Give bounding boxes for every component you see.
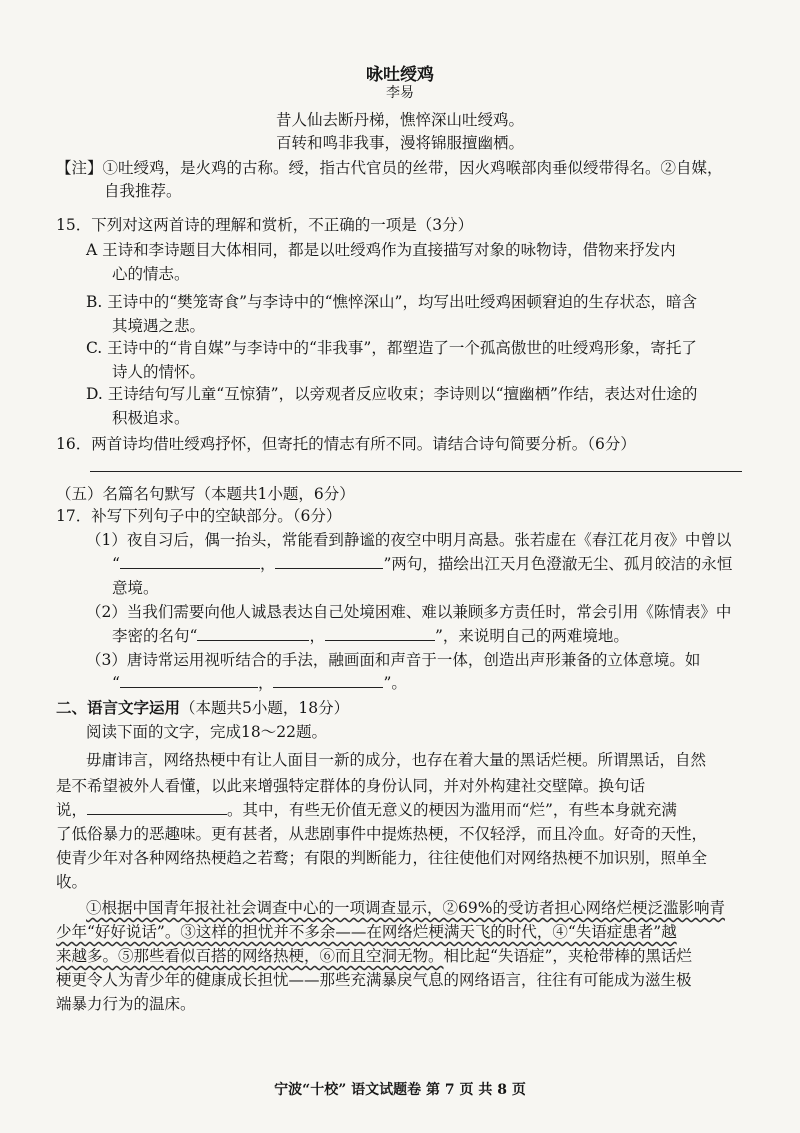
q17-item2-line1: （2）当我们需要向他人诚恳表达自己处境困难、难以兼顾多方责任时，常会引用《陈情表》中 (86, 603, 732, 621)
q17-blank-3[interactable] (197, 626, 309, 641)
note-line-1: 【注】①吐绶鸡，是火鸡的古称。绶，指古代官员的丝带，因火鸡喉部肉垂似绶带得名。②自媒， (56, 159, 723, 177)
q17-item2-tail: ”，来说明自己的两难境地。 (434, 627, 629, 645)
part2-instruction: 阅读下面的文字，完成18～22题。 (86, 723, 327, 741)
poem-line-2: 百转和鸣非我事，漫将锦服擅幽栖。 (275, 134, 524, 152)
q17-item3-line2 (112, 673, 407, 693)
passage-blank[interactable] (87, 800, 227, 815)
comma: ， (257, 674, 274, 692)
comma: ， (309, 627, 325, 645)
q17-blank-2[interactable] (275, 554, 383, 569)
passage-p2-line4: 梗更令人为青少年的健康成长担忧——那些充满暴戾气息的网络语言，往往有可能成为滋生极 (56, 971, 692, 989)
passage-p1-line6: 收。 (56, 873, 88, 891)
q16-stem: 16．两首诗均借吐绶鸡抒怀，但寄托的情志有所不同。请结合诗句简要分析。（6分） (56, 435, 636, 453)
part2-heading-rest: （本题共5小题，18分） (180, 699, 350, 717)
passage-p2-line1 (86, 898, 725, 918)
passage-p2-line3 (56, 946, 692, 966)
q17-blank-4[interactable] (325, 626, 435, 641)
q15-option-a-line2: 心的情志。 (112, 265, 190, 283)
part2-heading-bold: 二、语言文字运用 (56, 698, 181, 717)
q15-option-c-line2: 诗人的情怀。 (112, 363, 206, 381)
part2-heading (56, 698, 349, 718)
passage-p2-line3-rest: 相比起“失语症”，夹枪带棒的黑话烂 (443, 947, 692, 965)
poem-title: 咏吐绶鸡 (366, 65, 434, 85)
underlined-sentence: 来越多。⑤那些看似百搭的网络热梗，⑥而且空洞无物。 (56, 947, 444, 965)
q17-blank-6[interactable] (273, 673, 383, 688)
note-line-2: 自我推荐。 (104, 182, 182, 200)
underlined-sentence: ①根据中国青年报社社会调查中心的一项调查显示，②69%的受访者担心网络烂梗泛滥影响青 (86, 899, 725, 917)
page-footer: 宁波“十校” 语文试题卷 第 7 页 共 8 页 (274, 1082, 526, 1098)
passage-p2-line5: 端暴力行为的温床。 (56, 995, 196, 1013)
q17-item1-line1: （1）夜自习后，偶一抬头，常能看到静谧的夜空中明月高悬。张若虚在《春江花月夜》中曾以 (86, 531, 732, 549)
q15-option-c-line1: C. 王诗中的“肯自媒”与李诗中的“非我事”，都塑造了一个孤高傲世的吐绶鸡形象，寄托了 (86, 339, 697, 357)
q17-item1-tail: ”两句，描绘出江天月色澄澈无尘、孤月皎洁的永恒 (383, 555, 733, 573)
poem-author: 李易 (386, 85, 414, 101)
q17-item1-line2 (112, 554, 732, 574)
q15-option-d-line1: D. 王诗结句写儿童“互惊猜”，以旁观者反应收束；李诗则以“擅幽栖”作结，表达对仕途的 (86, 385, 698, 403)
q15-stem: 15．下列对这两首诗的理解和赏析，不正确的一项是（3分） (56, 216, 474, 234)
passage-p2-line2 (56, 922, 677, 942)
comma: ， (259, 555, 276, 573)
q17-blank-5[interactable] (120, 673, 258, 688)
underlined-sentence: 少年“好好说话”。③这样的担忧并不多余——在网络烂梗满天飞的时代，④“失语症患者”越 (56, 923, 677, 941)
passage-p1-line3-start: 说， (56, 801, 88, 819)
passage-p1-line2: 是不希望被外人看懂，以此来增强特定群体的身份认同，并对外构建社交壁障。换句话 (56, 777, 646, 795)
q17-item2-prefix: 李密的名句“ (112, 627, 198, 645)
passage-p1-line1: 毋庸讳言，网络热梗中有让人面目一新的成分，也存在着大量的黑话烂梗。所谓黑话，自然 (86, 751, 707, 769)
q17-item3-tail: ”。 (383, 674, 407, 692)
q15-option-b-line1: B. 王诗中的“樊笼寄食”与李诗中的“憔悴深山”，均写出吐绶鸡困顿窘迫的生存状态，暗含 (86, 293, 697, 311)
passage-p1-line4: 了低俗暴力的恶趣味。更有甚者，从悲剧事件中提炼热梗，不仅轻浮，而且冷血。好奇的天性， (56, 825, 708, 843)
poem-line-1: 昔人仙去断丹梯，憔悴深山吐绶鸡。 (275, 111, 524, 129)
q15-option-d-line2: 积极追求。 (112, 409, 190, 427)
q17-item1-line3: 意境。 (112, 579, 159, 597)
quote-open: “ (112, 674, 120, 692)
q17-item2-line2 (112, 626, 629, 646)
q17-item3-line1: （3）唐诗常运用视听结合的手法，融画面和声音于一体，创造出声形兼备的立体意境。如 (86, 651, 701, 669)
q17-stem: 17．补写下列句子中的空缺部分。（6分） (56, 507, 342, 525)
passage-p1-line3 (56, 800, 677, 820)
passage-p1-line5: 使青少年对各种网络热梗趋之若鹜；有限的判断能力，往往使他们对网络热梗不加识别，照单全 (56, 849, 708, 867)
passage-p1-line3-end: 。其中，有些无价值无意义的梗因为滥用而“烂”，有些本身就充满 (227, 801, 677, 819)
q16-answer-line[interactable] (90, 471, 742, 472)
quote-open: “ (112, 555, 120, 573)
section-5-heading: （五）名篇名句默写（本题共1小题，6分） (56, 485, 355, 503)
q15-option-a-line1: A 王诗和李诗题目大体相同，都是以吐绶鸡作为直接描写对象的咏物诗，借物来抒发内 (86, 241, 676, 259)
q17-blank-1[interactable] (120, 554, 260, 569)
q15-option-b-line2: 其境遇之悲。 (112, 317, 206, 335)
